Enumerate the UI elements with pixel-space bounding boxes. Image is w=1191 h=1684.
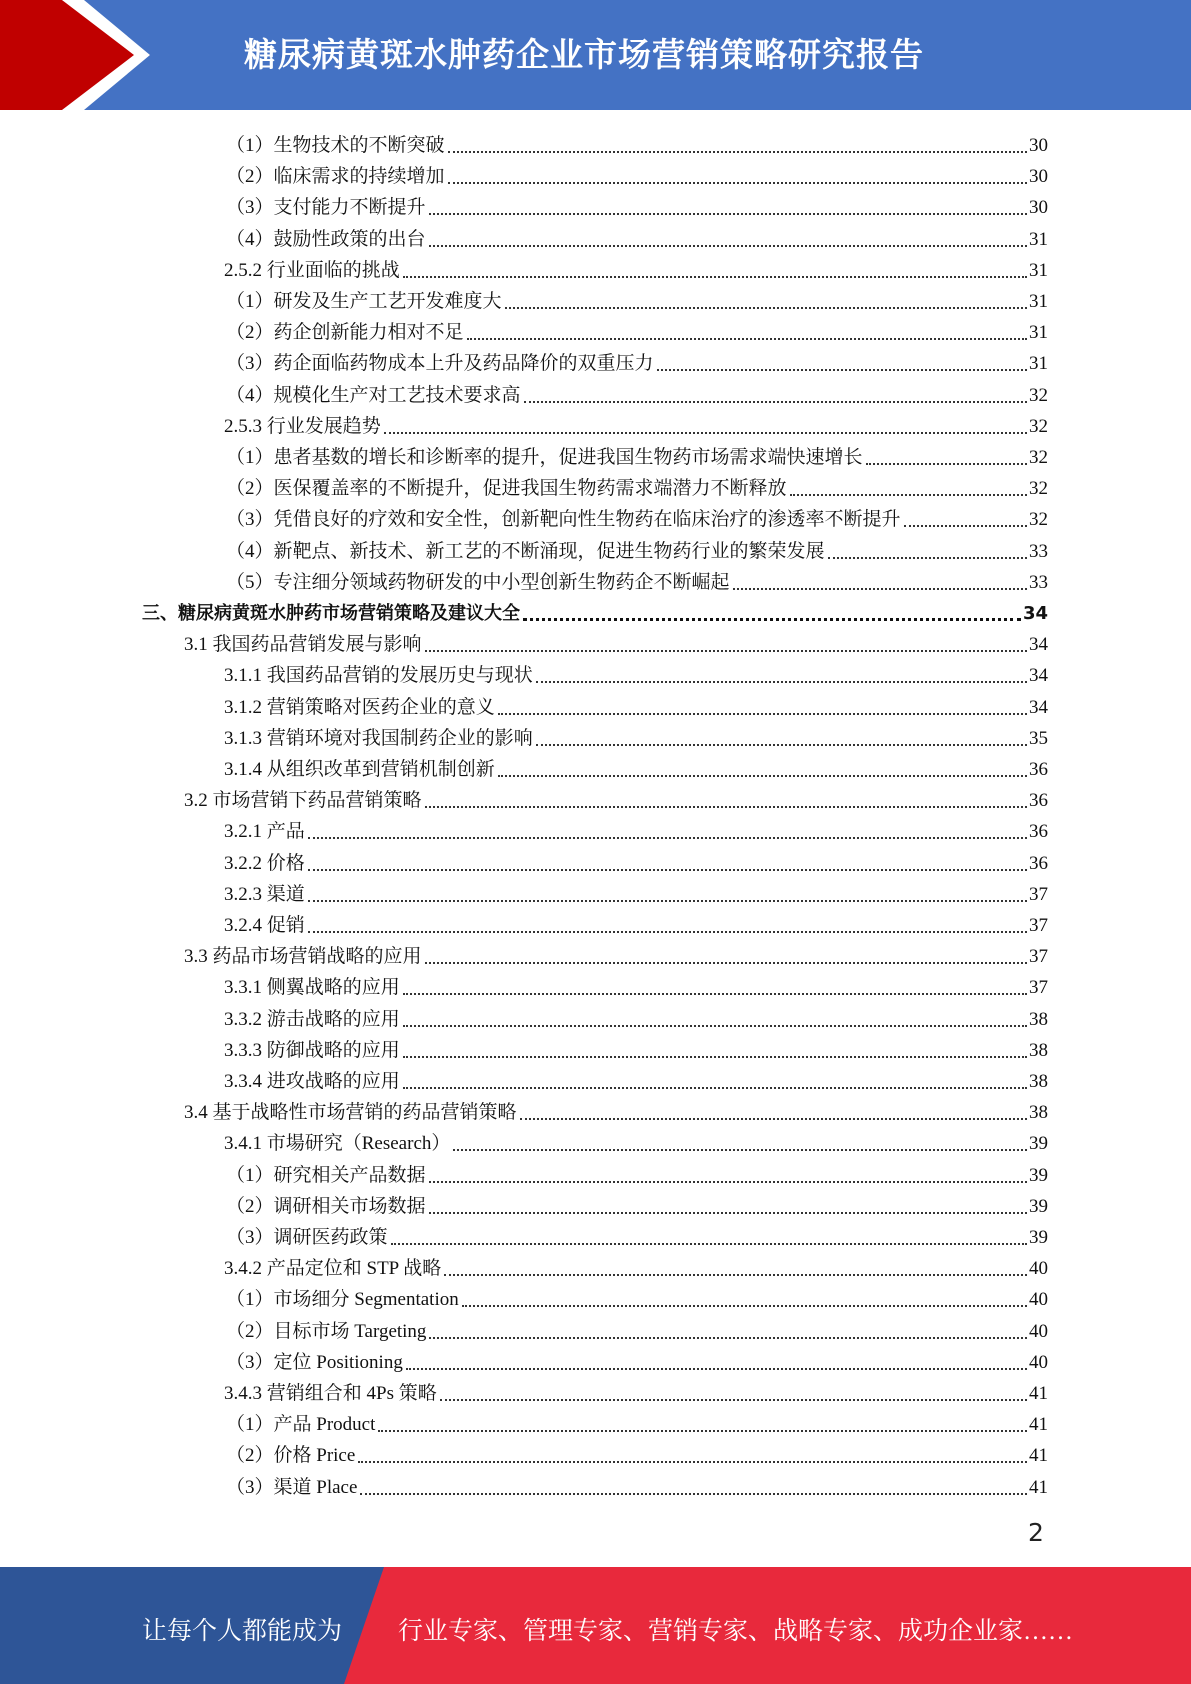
toc-entry-page: 37 bbox=[1029, 946, 1048, 968]
toc-entry-page: 39 bbox=[1029, 1195, 1048, 1217]
toc-entry[interactable] bbox=[226, 470, 1048, 501]
toc-entry-title: （2）目标市场 Targeting bbox=[226, 1320, 427, 1342]
toc-entry-page: 34 bbox=[1029, 665, 1048, 687]
toc-entry-title: （2）调研相关市场数据 bbox=[226, 1195, 426, 1217]
toc-entry-page: 35 bbox=[1029, 727, 1048, 749]
toc-leader-dots bbox=[403, 1086, 1027, 1089]
toc-entry-title: （1）市场细分 Segmentation bbox=[226, 1289, 459, 1311]
toc-entry-page: 30 bbox=[1029, 135, 1048, 156]
toc-entry[interactable] bbox=[226, 1406, 1048, 1437]
toc-entry[interactable] bbox=[226, 1313, 1048, 1344]
toc-leader-dots bbox=[523, 617, 1021, 621]
toc-leader-dots bbox=[498, 712, 1027, 715]
toc-leader-dots bbox=[536, 743, 1027, 746]
toc-entry-title: 3.4.3 营销组合和 4Ps 策略 bbox=[224, 1383, 437, 1404]
toc-entry-page: 39 bbox=[1029, 1164, 1048, 1186]
toc-entry-title: 3.2.4 促销 bbox=[224, 915, 305, 936]
toc-entry-page: 32 bbox=[1029, 478, 1048, 500]
toc-leader-dots bbox=[429, 244, 1027, 247]
toc-leader-dots bbox=[378, 1429, 1027, 1432]
toc-entry-page: 37 bbox=[1029, 977, 1048, 999]
toc-leader-dots bbox=[448, 150, 1027, 153]
toc-entry-title: 3.2.3 渠道 bbox=[224, 883, 305, 905]
toc-entry-title: 三、糖尿病黄斑水肿药市场营销策略及建议大全 bbox=[142, 603, 520, 624]
toc-entry-page: 36 bbox=[1029, 790, 1048, 812]
toc-entry-page: 39 bbox=[1029, 1227, 1048, 1248]
toc-leader-dots bbox=[462, 1304, 1027, 1307]
toc-entry[interactable] bbox=[226, 439, 1048, 470]
toc-leader-dots bbox=[524, 400, 1027, 403]
toc-entry[interactable] bbox=[224, 720, 1048, 751]
toc-entry-page: 40 bbox=[1029, 1351, 1048, 1373]
toc-entry-page: 36 bbox=[1029, 821, 1048, 843]
toc-leader-dots bbox=[429, 212, 1027, 215]
toc-entry-page: 41 bbox=[1029, 1476, 1048, 1498]
header-arrow-decoration bbox=[0, 0, 160, 110]
toc-leader-dots bbox=[453, 1148, 1027, 1151]
toc-entry-title: （1）研究相关产品数据 bbox=[226, 1164, 426, 1186]
report-title: 糖尿病黄斑水肿药企业市场营销策略研究报告 bbox=[244, 35, 924, 74]
toc-leader-dots bbox=[448, 181, 1027, 184]
toc-leader-dots bbox=[444, 1273, 1027, 1276]
toc-entry[interactable] bbox=[184, 782, 1048, 813]
toc-leader-dots bbox=[429, 1211, 1027, 1214]
toc-entry-title: 3.4.1 市場研究（Research） bbox=[224, 1133, 451, 1155]
toc-entry[interactable] bbox=[184, 938, 1048, 969]
toc-entry[interactable] bbox=[226, 127, 1048, 158]
toc-leader-dots bbox=[308, 868, 1027, 871]
toc-entry-title: 3.3.1 侧翼战略的应用 bbox=[224, 977, 400, 999]
toc-entry-page: 32 bbox=[1029, 447, 1048, 468]
toc-entry[interactable] bbox=[184, 1094, 1048, 1125]
toc-entry-title: （2）药企创新能力相对不足 bbox=[226, 322, 464, 344]
toc-entry-page: 36 bbox=[1029, 759, 1048, 780]
toc-entry-title: 3.4 基于战略性市场营销的药品营销策略 bbox=[184, 1102, 517, 1124]
toc-entry-page: 31 bbox=[1029, 259, 1048, 281]
toc-entry-title: （4）新靶点、新技术、新工艺的不断涌现，促进生物药行业的繁荣发展 bbox=[226, 540, 825, 562]
toc-entry-title: （4）鼓励性政策的出台 bbox=[226, 228, 426, 250]
toc-entry-page: 38 bbox=[1029, 1039, 1048, 1061]
toc-entry-page: 34 bbox=[1029, 634, 1048, 656]
toc-entry-title: （3）调研医药政策 bbox=[226, 1227, 388, 1248]
toc-entry[interactable] bbox=[226, 314, 1048, 345]
toc-leader-dots bbox=[828, 556, 1027, 559]
toc-entry-title: （3）药企面临药物成本上升及药品降价的双重压力 bbox=[226, 353, 654, 375]
toc-entry[interactable] bbox=[226, 283, 1048, 314]
toc-leader-dots bbox=[391, 1242, 1027, 1245]
toc-entry-page: 32 bbox=[1029, 415, 1048, 437]
toc-entry[interactable] bbox=[226, 1469, 1048, 1500]
toc-entry[interactable] bbox=[224, 1250, 1048, 1281]
toc-entry-page: 41 bbox=[1029, 1383, 1048, 1404]
toc-entry-title: （3）定位 Positioning bbox=[226, 1351, 403, 1373]
toc-entry[interactable] bbox=[184, 626, 1048, 657]
toc-leader-dots bbox=[308, 930, 1027, 933]
toc-entry-page: 31 bbox=[1029, 353, 1048, 375]
toc-leader-dots bbox=[440, 1398, 1027, 1401]
toc-entry-page: 40 bbox=[1029, 1320, 1048, 1342]
footer-slogan-right: 行业专家、管理专家、营销专家、战略专家、成功企业家…… bbox=[398, 1618, 1074, 1645]
toc-entry[interactable] bbox=[224, 689, 1048, 720]
toc-leader-dots bbox=[498, 774, 1027, 777]
toc-entry[interactable] bbox=[226, 564, 1048, 595]
toc-entry-page: 37 bbox=[1029, 915, 1048, 936]
toc-leader-dots bbox=[790, 493, 1027, 496]
toc-leader-dots bbox=[429, 1180, 1027, 1183]
toc-entry-page: 31 bbox=[1029, 228, 1048, 250]
toc-entry-page: 33 bbox=[1029, 540, 1048, 562]
toc-entry[interactable] bbox=[224, 876, 1048, 907]
toc-leader-dots bbox=[403, 1055, 1027, 1058]
toc-entry[interactable] bbox=[226, 345, 1048, 376]
toc-leader-dots bbox=[536, 680, 1027, 683]
toc-entry-title: 3.4.2 产品定位和 STP 战略 bbox=[224, 1258, 442, 1280]
toc-entry[interactable] bbox=[226, 533, 1048, 564]
toc-entry[interactable] bbox=[226, 158, 1048, 189]
toc-entry[interactable] bbox=[224, 1125, 1048, 1156]
page-number: 2 bbox=[1028, 1518, 1044, 1547]
toc-entry[interactable] bbox=[226, 221, 1048, 252]
toc-leader-dots bbox=[425, 961, 1027, 964]
toc-entry[interactable] bbox=[224, 1032, 1048, 1063]
page-header bbox=[0, 0, 1191, 110]
toc-leader-dots bbox=[406, 1367, 1027, 1370]
toc-entry[interactable] bbox=[226, 1281, 1048, 1312]
toc-leader-dots bbox=[520, 1117, 1027, 1120]
toc-leader-dots bbox=[403, 275, 1027, 278]
footer-slogan-left: 让每个人都能成为 bbox=[142, 1618, 343, 1645]
toc-entry-title: 3.1.2 营销策略对医药企业的意义 bbox=[224, 696, 495, 718]
toc-entry-page: 31 bbox=[1029, 291, 1048, 312]
toc-entry-title: （1）产品 Product bbox=[226, 1414, 376, 1436]
toc-entry-title: （3）支付能力不断提升 bbox=[226, 197, 426, 219]
toc-entry-title: （1）研发及生产工艺开发难度大 bbox=[226, 291, 502, 312]
toc-entry-title: 3.2.2 价格 bbox=[224, 852, 305, 874]
toc-entry[interactable] bbox=[224, 1375, 1048, 1406]
toc-leader-dots bbox=[308, 899, 1027, 902]
toc-entry-title: 3.1.1 我国药品营销的发展历史与现状 bbox=[224, 665, 533, 687]
toc-leader-dots bbox=[429, 1336, 1027, 1339]
toc-entry-title: （1）患者基数的增长和诊断率的提升，促进我国生物药市场需求端快速增长 bbox=[226, 447, 863, 468]
toc-entry-title: 3.2.1 产品 bbox=[224, 821, 305, 843]
toc-leader-dots bbox=[308, 836, 1027, 839]
toc-entry[interactable] bbox=[224, 252, 1048, 283]
toc-entry-page: 33 bbox=[1029, 571, 1048, 593]
toc-entry-title: 3.3 药品市场营销战略的应用 bbox=[184, 946, 422, 968]
toc-entry-page: 36 bbox=[1029, 852, 1048, 874]
toc-leader-dots bbox=[425, 805, 1027, 808]
toc-entry[interactable] bbox=[224, 813, 1048, 844]
toc-entry[interactable] bbox=[226, 1344, 1048, 1375]
toc-entry-page: 37 bbox=[1029, 883, 1048, 905]
toc-entry-title: （2）价格 Price bbox=[226, 1445, 356, 1467]
toc-entry[interactable] bbox=[224, 751, 1048, 782]
toc-entry-page: 41 bbox=[1029, 1414, 1048, 1436]
toc-leader-dots bbox=[425, 649, 1027, 652]
toc-entry[interactable] bbox=[226, 1188, 1048, 1219]
toc-entry-page: 38 bbox=[1029, 1071, 1048, 1092]
toc-entry-title: 2.5.3 行业发展趋势 bbox=[224, 415, 381, 437]
toc-entry[interactable] bbox=[226, 377, 1048, 408]
toc-entry-page: 40 bbox=[1029, 1289, 1048, 1311]
toc-entry-title: 3.1 我国药品营销发展与影响 bbox=[184, 634, 422, 656]
toc-entry-page: 34 bbox=[1029, 696, 1048, 718]
toc-entry-title: （2）临床需求的持续增加 bbox=[226, 166, 445, 188]
toc-entry-title: 3.3.3 防御战略的应用 bbox=[224, 1039, 400, 1061]
toc-entry-title: （3）渠道 Place bbox=[226, 1476, 358, 1498]
toc-entry-title: （5）专注细分领域药物研发的中小型创新生物药企不断崛起 bbox=[226, 571, 730, 593]
toc-leader-dots bbox=[733, 587, 1027, 590]
toc-leader-dots bbox=[403, 1024, 1027, 1027]
toc-entry-page: 38 bbox=[1029, 1008, 1048, 1030]
toc-entry[interactable] bbox=[224, 969, 1048, 1000]
toc-entry-title: 3.2 市场营销下药品营销策略 bbox=[184, 790, 422, 812]
toc-entry-page: 32 bbox=[1029, 509, 1048, 531]
toc-entry[interactable] bbox=[224, 408, 1048, 439]
toc-entry[interactable] bbox=[226, 1219, 1048, 1250]
page-footer bbox=[0, 1567, 1191, 1684]
toc-entry-page: 32 bbox=[1029, 384, 1048, 406]
toc-entry[interactable] bbox=[226, 1437, 1048, 1468]
toc-entry-title: 2.5.2 行业面临的挑战 bbox=[224, 259, 400, 281]
toc-entry-title: （1）生物技术的不断突破 bbox=[226, 135, 445, 156]
toc-entry[interactable] bbox=[142, 595, 1048, 626]
toc-entry-title: 3.3.2 游击战略的应用 bbox=[224, 1008, 400, 1030]
toc-entry-page: 38 bbox=[1029, 1102, 1048, 1124]
toc-entry-page: 30 bbox=[1029, 197, 1048, 219]
toc-entry[interactable] bbox=[224, 907, 1048, 938]
toc-entry-title: （4）规模化生产对工艺技术要求高 bbox=[226, 384, 521, 406]
toc-entry[interactable] bbox=[226, 1157, 1048, 1188]
toc-entry-page: 34 bbox=[1022, 603, 1048, 624]
toc-leader-dots bbox=[657, 368, 1027, 371]
toc-entry[interactable] bbox=[224, 1001, 1048, 1032]
toc-entry[interactable] bbox=[224, 845, 1048, 876]
toc-leader-dots bbox=[384, 431, 1027, 434]
toc-leader-dots bbox=[358, 1460, 1027, 1463]
toc-entry-page: 39 bbox=[1029, 1133, 1048, 1155]
toc-leader-dots bbox=[904, 524, 1027, 527]
toc-leader-dots bbox=[360, 1492, 1027, 1495]
toc-entry[interactable] bbox=[224, 1063, 1048, 1094]
toc-entry-title: （3）凭借良好的疗效和安全性，创新靶向性生物药在临床治疗的渗透率不断提升 bbox=[226, 509, 901, 531]
toc-leader-dots bbox=[866, 462, 1027, 465]
toc-entry-title: 3.1.4 从组织改革到营销机制创新 bbox=[224, 759, 495, 780]
toc-leader-dots bbox=[505, 306, 1027, 309]
toc-entry-page: 30 bbox=[1029, 166, 1048, 188]
toc-leader-dots bbox=[403, 992, 1027, 995]
toc-entry-page: 40 bbox=[1029, 1258, 1048, 1280]
toc-leader-dots bbox=[467, 337, 1027, 340]
toc-entry[interactable] bbox=[226, 501, 1048, 532]
toc-entry-title: （2）医保覆盖率的不断提升，促进我国生物药需求端潜力不断释放 bbox=[226, 478, 787, 500]
toc-entry-page: 31 bbox=[1029, 322, 1048, 344]
toc-entry-page: 41 bbox=[1029, 1445, 1048, 1467]
toc-entry-title: 3.1.3 营销环境对我国制药企业的影响 bbox=[224, 727, 533, 749]
toc-entry[interactable] bbox=[226, 189, 1048, 220]
toc-entry[interactable] bbox=[224, 657, 1048, 688]
toc-entry-title: 3.3.4 进攻战略的应用 bbox=[224, 1071, 400, 1092]
